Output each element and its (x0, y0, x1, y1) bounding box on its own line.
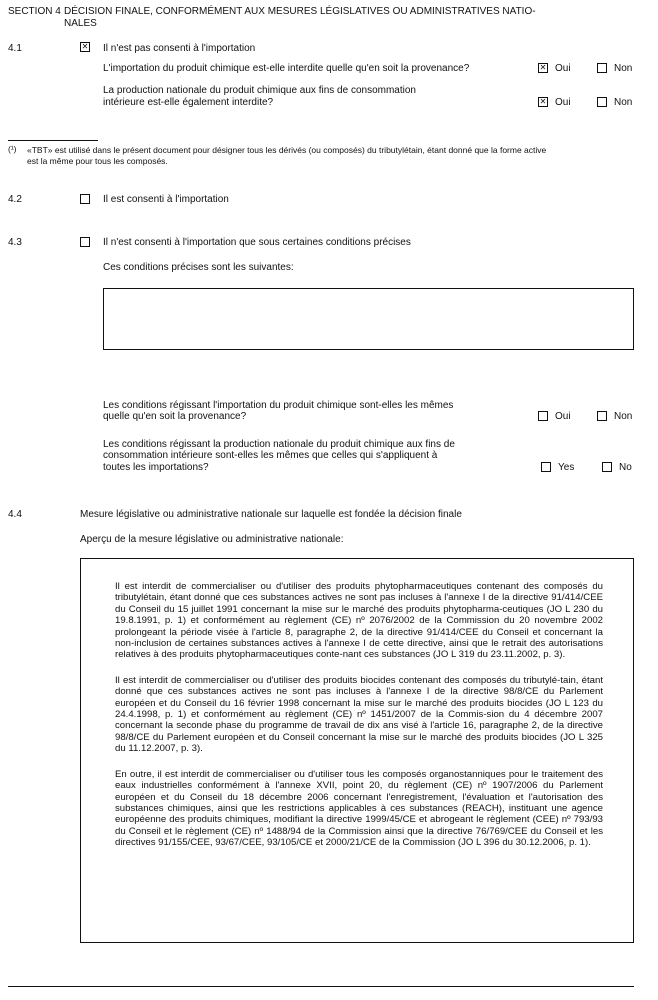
label-domestic-banned-no: Non (614, 97, 633, 108)
section-title-line1: DÉCISION FINALE, CONFORMÉMENT AUX MESURES LÉGISLATIVES OU ADMINISTRATIVES NATIO- (64, 6, 536, 17)
measure-paragraph-biocides: Il est interdit de commercialiser ou d'utiliser des produits biocides contenant des composés du tributylé-tain, étant donné que ces substances actives ne sont pas incluses à l'annexe I de la directive 98/8/CE du Parlement européen et du Conseil du 16 février 1998 concernant la mise sur le marché des produits biocides (JO L 123 du 24.4.1998, p. 1) et conformément au règlement (CE) nº 1451/2007 de la Commis-sion du 4 décembre 2007 concernant la seconde phase du programme de travail de dix ans visé à l'article 16, paragraphe 2, de la directive 98/8/CE du Parlement européen et du Conseil concernant la mise sur le marché des produits biocides (JO L 325 du 11.12.2007, p. 3). (115, 674, 603, 755)
checkbox-conditional-consent[interactable] (80, 237, 90, 247)
label-conditions-same-yes: Oui (555, 411, 571, 422)
legal-measure-intro: Aperçu de la mesure législative ou administrative nationale: (80, 534, 344, 545)
question-conditions-same-line1: Les conditions régissant l'importation du produit chimique sont-elles les mêmes (103, 400, 454, 411)
checkbox-import-banned-yes[interactable] (538, 63, 548, 73)
page-bottom-rule (8, 986, 634, 987)
measure-paragraph-plant-protection: Il est interdit de commercialiser ou d'utiliser des produits phytopharmaceutiques contenant des composés du tributylétain, étant donné que ces substances actives ne sont pas incluses à l'annexe I de la directive 91/414/CEE du Conseil du 15 juillet 1991 concernant la mise sur le marché des produits phytopharma-ceutiques (JO L 230 du 19.8.1991, p. 1) et conformément au règlement (CE) nº 2076/2002 de la Commission du 20 novembre 2002 prolongeant la période visée à l'article 8, paragraphe 2, de la directive 91/414/CEE du Conseil et concernant la non-inclusion de certaines substances actives à l'annexe I de cette directive, ainsi que le retrait des autorisations relatives à des produits phytopharmaceutiques conte-nant ces substances (JO L 319 du 23.11.2002, p. 3). (115, 581, 603, 661)
checkbox-conditions-same-no[interactable] (597, 411, 607, 421)
label-domestic-conditions-yes: Yes (558, 462, 575, 473)
measure-paragraph-organotin: En outre, il est interdit de commercialiser ou d'utiliser tous les composés organostanniques pour le traitement des eaux industrielles conformément à l'annexe XVII, point 20, du règlement (CE) nº 1907/2006 du Parlement européen et du Conseil du 18 décembre 2006 concernant l'enregistrement, l'évaluation et l'autorisation des substances chimiques, ainsi que les restrictions applicables à ces substances (REACH), instituant une agence européenne des produits chimiques, modifiant la directive 1999/45/CE et abrogeant le règlement (CEE) nº 793/93 du Conseil et le règlement (CE) nº 1488/94 de la Commission ainsi que la directive 76/769/CEE du Conseil et les directives 91/155/CEE, 93/67/CEE, 93/105/CE et 2000/21/CE de la Commission (JO L 396 du 30.12.2006, p. 1). (115, 768, 603, 849)
label-conditions-same-no: Non (614, 411, 633, 422)
label-import-banned-no: Non (614, 63, 633, 74)
checkbox-domestic-banned-yes[interactable] (538, 97, 548, 107)
item-number-4-4: 4.4 (8, 509, 22, 520)
question-import-banned: L'importation du produit chimique est-elle interdite quelle qu'en soit la provenance? (103, 63, 470, 74)
label-domestic-conditions-no: No (619, 462, 632, 473)
checkbox-domestic-conditions-yes[interactable] (541, 462, 551, 472)
item-number-4-2: 4.2 (8, 194, 22, 205)
question-domestic-conditions-line2: consommation intérieure sont-elles les mêmes que celles qui s'appliquent à (103, 450, 438, 461)
checkbox-import-banned-no[interactable] (597, 63, 607, 73)
footnote-line1: «TBT» est utilisé dans le présent document pour désigner tous les dérivés (ou composés) du tributylétain, étant donné que la forme active (27, 145, 547, 155)
checkbox-conditions-same-yes[interactable] (538, 411, 548, 421)
checkbox-import-consent[interactable] (80, 194, 90, 204)
conditions-intro: Ces conditions précises sont les suivantes: (103, 262, 294, 273)
conditions-text-box[interactable] (103, 288, 634, 350)
item-number-4-3: 4.3 (8, 237, 22, 248)
item-number-4-1: 4.1 (8, 43, 22, 54)
checkbox-no-import-consent[interactable] (80, 42, 90, 52)
checkbox-domestic-banned-no[interactable] (597, 97, 607, 107)
label-legal-measure: Mesure législative ou administrative nationale sur laquelle est fondée la décision finale (80, 509, 462, 520)
label-import-banned-yes: Oui (555, 63, 571, 74)
footnote-rule (8, 140, 98, 141)
label-conditional-consent: Il n'est consenti à l'importation que sous certaines conditions précises (103, 237, 411, 248)
question-domestic-banned-line1: La production nationale du produit chimique aux fins de consommation (103, 85, 416, 96)
question-conditions-same-line2: quelle qu'en soit la provenance? (103, 411, 247, 422)
checkbox-domestic-conditions-no[interactable] (602, 462, 612, 472)
section-title-line2: NALES (64, 18, 97, 29)
legal-measure-summary-box (80, 558, 634, 943)
label-no-import-consent: Il n'est pas consenti à l'importation (103, 43, 256, 54)
question-domestic-conditions-line1: Les conditions régissant la production nationale du produit chimique aux fins de (103, 439, 455, 450)
question-domestic-banned-line2: intérieure est-elle également interdite? (103, 97, 274, 108)
question-domestic-conditions-line3: toutes les importations? (103, 462, 209, 473)
footnote-line2: est la même pour tous les composés. (27, 156, 168, 166)
label-domestic-banned-yes: Oui (555, 97, 571, 108)
section-label: SECTION 4 (8, 6, 61, 17)
footnote-marker: (¹) (8, 144, 17, 154)
label-import-consent: Il est consenti à l'importation (103, 194, 229, 205)
